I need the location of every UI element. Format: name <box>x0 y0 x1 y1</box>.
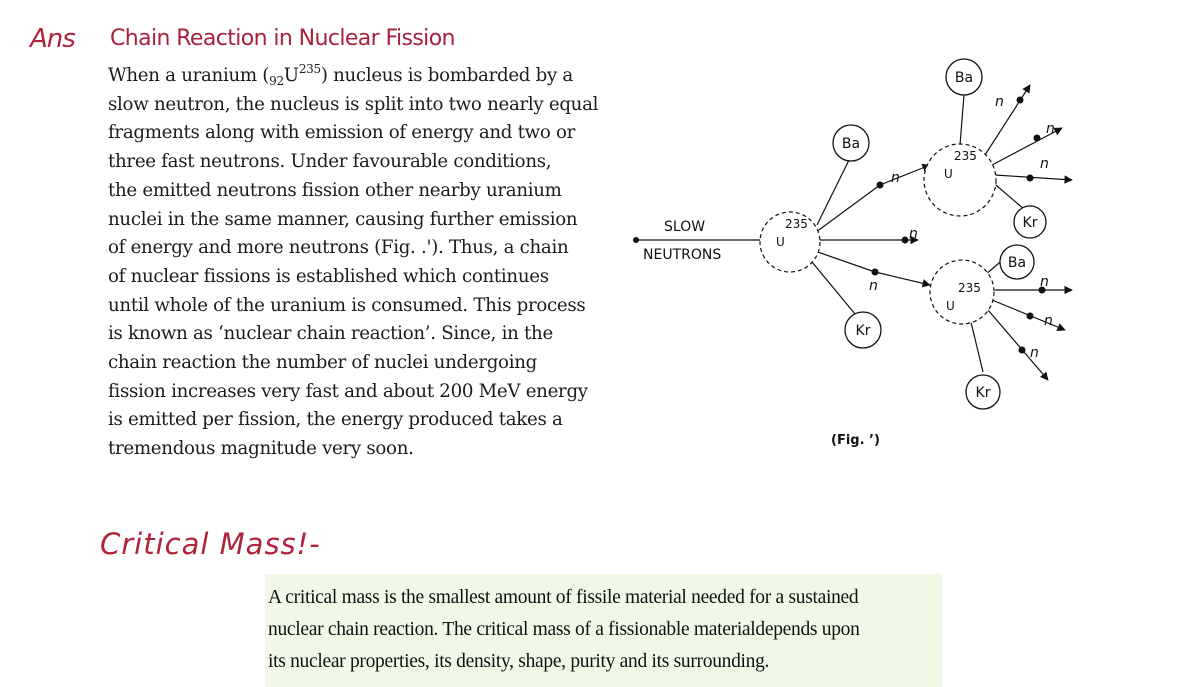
neutron-dot <box>1027 175 1034 182</box>
neutron-path <box>985 85 1030 155</box>
definition-line: its nuclear properties, its density, shape, purity and its surrounding. <box>268 651 770 672</box>
neutrons-label: NEUTRONS <box>643 247 722 263</box>
definition-line: A critical mass is the smallest amount of fissile material needed for a sustained <box>268 587 859 608</box>
paragraph-line: tremendous magnitude very soon. <box>108 438 414 460</box>
paragraph-line: slow neutron, the nucleus is split into two nearly equal <box>108 93 599 115</box>
neutron-label: n <box>869 278 878 294</box>
krypton-label: Kr <box>855 323 871 339</box>
neutron-path <box>812 185 880 235</box>
atomic-number: 92 <box>269 74 284 88</box>
slow-neutron-dot <box>633 237 639 243</box>
chain-reaction-paragraph <box>108 62 603 464</box>
neutron-dot <box>1027 313 1034 320</box>
neutron-dot <box>1019 347 1026 354</box>
barium-path <box>817 158 850 225</box>
paragraph-line: of nuclear fissions is established which continues <box>108 265 549 287</box>
krypton-path <box>970 318 983 372</box>
krypton-label: Kr <box>975 385 991 401</box>
neutron-label: n <box>1046 121 1055 137</box>
chain-reaction-diagram <box>615 40 1085 460</box>
uranium-symbol-label: U <box>944 167 953 181</box>
neutron-dot <box>1017 97 1024 104</box>
paragraph-line: three fast neutrons. Under favourable conditions, <box>108 151 552 173</box>
line1-pre: When a uranium ( <box>108 65 270 86</box>
neutron-path <box>995 175 1072 180</box>
slow-label: SLOW <box>664 219 706 235</box>
neutron-dot <box>902 237 909 244</box>
neutron-dot <box>1034 135 1041 142</box>
paragraph-line: is known as ‘nuclear chain reaction’. Since, in the <box>108 323 553 345</box>
paragraph-line: fragments along with emission of energy and two or <box>108 122 576 144</box>
paragraph-line: of energy and more neutrons (Fig. .'). Thus, a chain <box>108 237 569 259</box>
paragraph-line: chain reaction the number of nuclei undergoing <box>108 352 537 374</box>
figure-caption: (Fig. ’) <box>831 433 880 448</box>
uranium-mass-label: 235 <box>954 149 977 163</box>
neutron-path <box>880 165 930 185</box>
neutron-label: n <box>995 94 1004 110</box>
neutron-path <box>812 250 875 272</box>
section-title: Chain Reaction in Nuclear Fission <box>110 26 455 51</box>
line1-post: ) nucleus is bombarded by a <box>320 65 573 86</box>
krypton-path <box>812 262 860 320</box>
paragraph-line-1 <box>108 62 603 91</box>
paragraph-line: until whole of the uranium is consumed. This process <box>108 294 586 316</box>
paragraph-line: the emitted neutrons fission other nearby uranium <box>108 179 562 201</box>
paragraph-line: is emitted per fission, the energy produced takes a <box>108 409 563 431</box>
critical-mass-definition-box <box>265 574 942 687</box>
paragraph-line: nuclei in the same manner, causing further emission <box>108 208 578 230</box>
neutron-label: n <box>1044 313 1053 329</box>
mass-number: 235 <box>298 62 321 76</box>
uranium-symbol-label: U <box>946 299 955 313</box>
barium-path <box>960 95 964 145</box>
neutron-path <box>988 310 1048 380</box>
handwritten-ans-annotation: Ans <box>30 24 75 54</box>
neutron-label: n <box>909 226 918 242</box>
barium-label: Ba <box>954 70 974 86</box>
definition-line: nuclear chain reaction. The critical mass of a fissionable materialdepends upon <box>268 619 860 640</box>
paragraph-line: fission increases very fast and about 200 MeV energy <box>108 380 588 402</box>
uranium-symbol-label: U <box>776 235 785 249</box>
neutron-label: n <box>1040 156 1049 172</box>
barium-label: Ba <box>1007 255 1027 271</box>
neutron-label: n <box>1030 345 1039 361</box>
barium-label: Ba <box>841 136 861 152</box>
neutron-label: n <box>1040 274 1049 290</box>
handwritten-critical-mass-heading: Critical Mass!- <box>100 527 321 561</box>
uranium-mass-label: 235 <box>785 217 808 231</box>
krypton-label: Kr <box>1022 215 1038 231</box>
neutron-label: n <box>891 170 900 186</box>
uranium-mass-label: 235 <box>958 281 981 295</box>
uranium-symbol: U <box>283 65 299 86</box>
neutron-dot <box>877 182 884 189</box>
neutron-dot <box>872 269 879 276</box>
neutron-path <box>875 272 930 285</box>
